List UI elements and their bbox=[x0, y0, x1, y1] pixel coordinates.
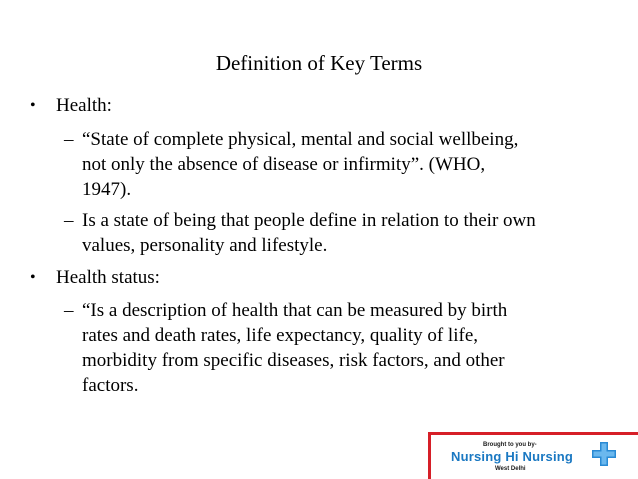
nursing-badge-logo bbox=[428, 432, 638, 479]
dash-icon: – bbox=[64, 129, 74, 150]
sub-item-health-status-definition bbox=[64, 298, 604, 398]
sub-item-health-definition bbox=[64, 127, 604, 202]
sub-item-health-state bbox=[64, 208, 604, 258]
text-line: Is a state of being that people define in relation to their own bbox=[82, 210, 536, 231]
text-line: 1947). bbox=[82, 179, 132, 200]
bullet-label: Health: bbox=[56, 95, 112, 116]
text-line: “State of complete physical, mental and social wellbeing, bbox=[82, 129, 519, 150]
text-line: factors. bbox=[82, 375, 139, 396]
text-line: morbidity from specific diseases, risk factors, and other bbox=[82, 350, 505, 371]
bullet-icon: • bbox=[30, 97, 36, 114]
plus-icon bbox=[591, 441, 617, 467]
text-line: “Is a description of health that can be measured by birth bbox=[82, 300, 508, 321]
badge-location: West Delhi bbox=[495, 466, 526, 472]
text-line: rates and death rates, life expectancy, quality of life, bbox=[82, 325, 479, 346]
text-line: not only the absence of disease or infirmity”. (WHO, bbox=[82, 154, 486, 175]
slide-title: Definition of Key Terms bbox=[215, 51, 423, 75]
text-line: values, personality and lifestyle. bbox=[82, 235, 328, 256]
badge-brand: Nursing Hi Nursing bbox=[451, 449, 574, 464]
dash-icon: – bbox=[64, 210, 74, 231]
dash-icon: – bbox=[64, 300, 74, 321]
badge-tagline: Brought to you by- bbox=[483, 442, 537, 448]
bullet-item-health-status bbox=[30, 265, 160, 290]
bullet-icon: • bbox=[30, 269, 36, 286]
bullet-label: Health status: bbox=[56, 267, 160, 288]
bullet-item-health bbox=[30, 93, 112, 118]
